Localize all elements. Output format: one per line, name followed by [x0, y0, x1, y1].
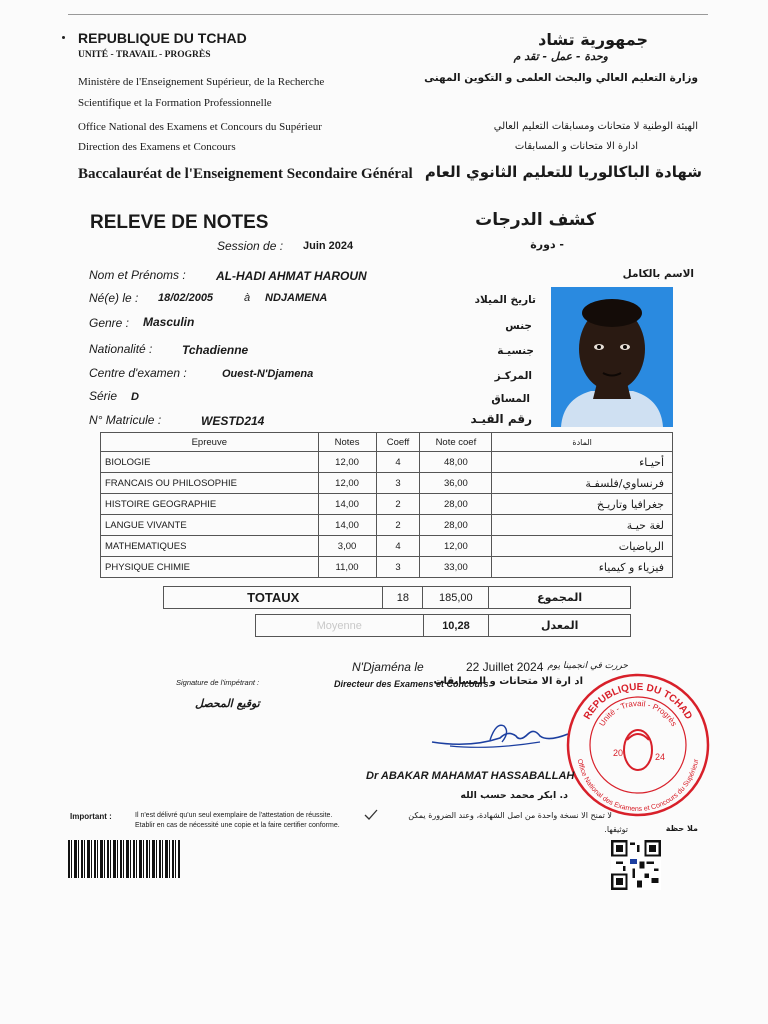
header-notes: Notes — [318, 433, 376, 452]
weighted-grade: 33,00 — [420, 557, 492, 578]
gender-label-ar: جنس — [505, 320, 532, 332]
table-row — [101, 473, 673, 494]
issue-date: 22 Juillet 2024 — [466, 660, 544, 674]
diploma-title: Baccalauréat de l'Enseignement Secondaire Général — [78, 166, 413, 182]
office-line-2: Direction des Examens et Concours — [78, 141, 236, 153]
matricule-value: WESTD214 — [201, 414, 265, 428]
table-row — [101, 452, 673, 473]
note-label-ar: ملا حظة — [665, 824, 698, 833]
header-subject: Epreuve — [101, 433, 319, 452]
issue-place-ar: حررت في انجمينا يوم — [547, 661, 628, 671]
nationality-label: Nationalité : — [89, 342, 153, 356]
subject: LANGUE VIVANTE — [101, 515, 319, 536]
national-motto-ar: وحدة - عمل - تقد م — [513, 50, 608, 63]
signature-label: Signature de l'impétrant : — [176, 678, 260, 687]
barcode — [68, 840, 180, 878]
qr-code — [610, 840, 662, 890]
average-label: Moyenne — [256, 615, 424, 637]
grades-header-row — [101, 433, 673, 452]
stamp-text-mid: Unité - Travail - Progrès — [597, 698, 679, 728]
table-row — [101, 515, 673, 536]
name-label-ar: الاسم بالكامل — [622, 268, 694, 280]
subject-ar: لغة حيـة — [492, 515, 673, 536]
stamp-text-bottom: Office National des Examens et Concours du Supérieur — [575, 758, 701, 814]
stamp-year-left: 20 — [613, 748, 624, 758]
totals-row — [164, 587, 631, 609]
svg-text:Unité - Travail - Progrès — [597, 699, 678, 728]
birth-at: à — [244, 292, 251, 304]
weighted-grade: 36,00 — [420, 473, 492, 494]
bullet-mark — [62, 36, 65, 39]
coefficient: 2 — [376, 515, 420, 536]
coefficient: 4 — [376, 452, 420, 473]
series-value: D — [131, 391, 139, 403]
table-row — [101, 557, 673, 578]
series-label-ar: المساق — [491, 393, 530, 405]
subject: HISTOIRE GEOGRAPHIE — [101, 494, 319, 515]
header-note-coef: Note coef — [420, 433, 492, 452]
subject-ar: الرياضيات — [492, 536, 673, 557]
subject-ar: أحيـاء — [492, 452, 673, 473]
subject-ar: فرنساوي/فلسفـة — [492, 473, 673, 494]
session-label: Session de : — [217, 239, 284, 253]
session-label-ar: - دورة — [530, 238, 564, 251]
average-table — [255, 614, 631, 637]
ministry-line-1: Ministère de l'Enseignement Supérieur, de la Recherche — [78, 76, 325, 88]
grade: 12,00 — [318, 473, 376, 494]
average-row — [256, 615, 631, 637]
totals-coeff: 18 — [383, 587, 423, 609]
birth-label-ar: تاريخ الميلاد — [474, 294, 536, 306]
subject-ar: جغرافيا وتاريـخ — [492, 494, 673, 515]
grade: 14,00 — [318, 494, 376, 515]
subject-ar: فيزياء و كيمياء — [492, 557, 673, 578]
weighted-grade: 28,00 — [420, 494, 492, 515]
average-label-ar: المعدل — [489, 615, 631, 637]
weighted-grade: 48,00 — [420, 452, 492, 473]
document-title: RELEVE DE NOTES — [90, 212, 269, 233]
director-title: Directeur des Examens et Concours — [334, 679, 489, 689]
grade: 3,00 — [318, 536, 376, 557]
name-label: Nom et Prénoms : — [89, 268, 186, 282]
director-name: Dr ABAKAR MAHAMAT HASSABALLAH — [366, 770, 575, 782]
issue-place: N'Djaména le — [352, 660, 424, 674]
gender-label: Genre : — [89, 316, 130, 330]
important-ar-line-2: توثيقها. — [604, 825, 628, 834]
birth-label: Né(e) le : — [89, 291, 139, 305]
average-value: 10,28 — [423, 615, 489, 637]
important-ar-line-1: لا تمنح الا نسخة واحدة من اصل الشهادة، وعند الضرورة يمكن — [408, 811, 612, 820]
table-row — [101, 536, 673, 557]
header-subject-ar: المادة — [492, 433, 673, 452]
important-line-2: Etablir en cas de nécessité une copie et la faire certifier conforme. — [135, 822, 340, 829]
portrait-image — [551, 287, 673, 427]
birth-date: 18/02/2005 — [158, 292, 214, 304]
subject: MATHEMATIQUES — [101, 536, 319, 557]
series-label: Série — [89, 389, 118, 403]
grade: 11,00 — [318, 557, 376, 578]
totals-table — [163, 586, 631, 609]
nationality-label-ar: جنسيـة — [497, 345, 534, 357]
totals-note: 185,00 — [423, 587, 489, 609]
nationality-value: Tchadienne — [182, 343, 249, 357]
subject: BIOLOGIE — [101, 452, 319, 473]
matricule-label: N° Matricule : — [89, 413, 162, 427]
national-motto: UNITÉ - TRAVAIL - PROGRÈS — [78, 50, 211, 60]
grade: 12,00 — [318, 452, 376, 473]
coefficient: 2 — [376, 494, 420, 515]
stamp-text-top: REPUBLIQUE DU TCHAD — [582, 681, 694, 722]
pen-icon — [364, 809, 378, 821]
important-label: Important : — [70, 812, 112, 821]
totals-label-ar: المجموع — [489, 587, 631, 609]
stamp-year-right: 24 — [655, 752, 666, 762]
coefficient: 4 — [376, 536, 420, 557]
center-label: Centre d'examen : — [89, 366, 187, 380]
coefficient: 3 — [376, 557, 420, 578]
candidate-photo — [551, 287, 673, 427]
matricule-label-ar: رقم القيـد — [470, 412, 532, 426]
coefficient: 3 — [376, 473, 420, 494]
country-title-ar: جمهورية تشاد — [538, 30, 648, 49]
country-title: REPUBLIQUE DU TCHAD — [78, 30, 247, 46]
gender-value: Masculin — [143, 315, 195, 329]
top-rule — [68, 14, 708, 15]
director-name-ar: د. ابكر محمد حسب الله — [460, 790, 568, 801]
signature-label-ar: توقيع المحصل — [195, 697, 260, 710]
director-title-ar: اد ارة الا متحانات و المسابقات — [433, 676, 583, 687]
subject: FRANCAIS OU PHILOSOPHIE — [101, 473, 319, 494]
center-label-ar: المركـز — [494, 370, 532, 382]
table-row — [101, 494, 673, 515]
ministry-ar: وزارة التعليم العالي والبحث العلمى و التكوين المهنى — [424, 72, 698, 84]
subject: PHYSIQUE CHIMIE — [101, 557, 319, 578]
diploma-title-ar: شهادة الباكالوريا للتعليم الثانوي العام — [424, 163, 702, 181]
office-line-2-ar: ادارة الا متحانات و المسابقات — [514, 141, 638, 152]
important-line-1: Il n'est délivré qu'un seul exemplaire de l'attestation de réussite. — [135, 812, 333, 819]
official-stamp — [563, 670, 713, 820]
center-value: Ouest-N'Djamena — [222, 368, 314, 380]
session-value: Juin 2024 — [303, 240, 354, 252]
document-title-ar: كشف الدرجات — [475, 210, 596, 230]
weighted-grade: 28,00 — [420, 515, 492, 536]
office-line-1: Office National des Examens et Concours du Supérieur — [78, 121, 322, 133]
ministry-line-2: Scientifique et la Formation Professionnelle — [78, 97, 272, 109]
director-signature — [430, 712, 570, 757]
header-coeff: Coeff — [376, 433, 420, 452]
candidate-name: AL-HADI AHMAT HAROUN — [216, 269, 367, 283]
office-line-1-ar: الهيئة الوطنية لا متحانات ومسابقات التعليم العالي — [493, 121, 698, 132]
totals-label: TOTAUX — [164, 587, 383, 609]
weighted-grade: 12,00 — [420, 536, 492, 557]
grade: 14,00 — [318, 515, 376, 536]
birth-place: NDJAMENA — [265, 292, 328, 304]
grades-table — [100, 432, 673, 578]
